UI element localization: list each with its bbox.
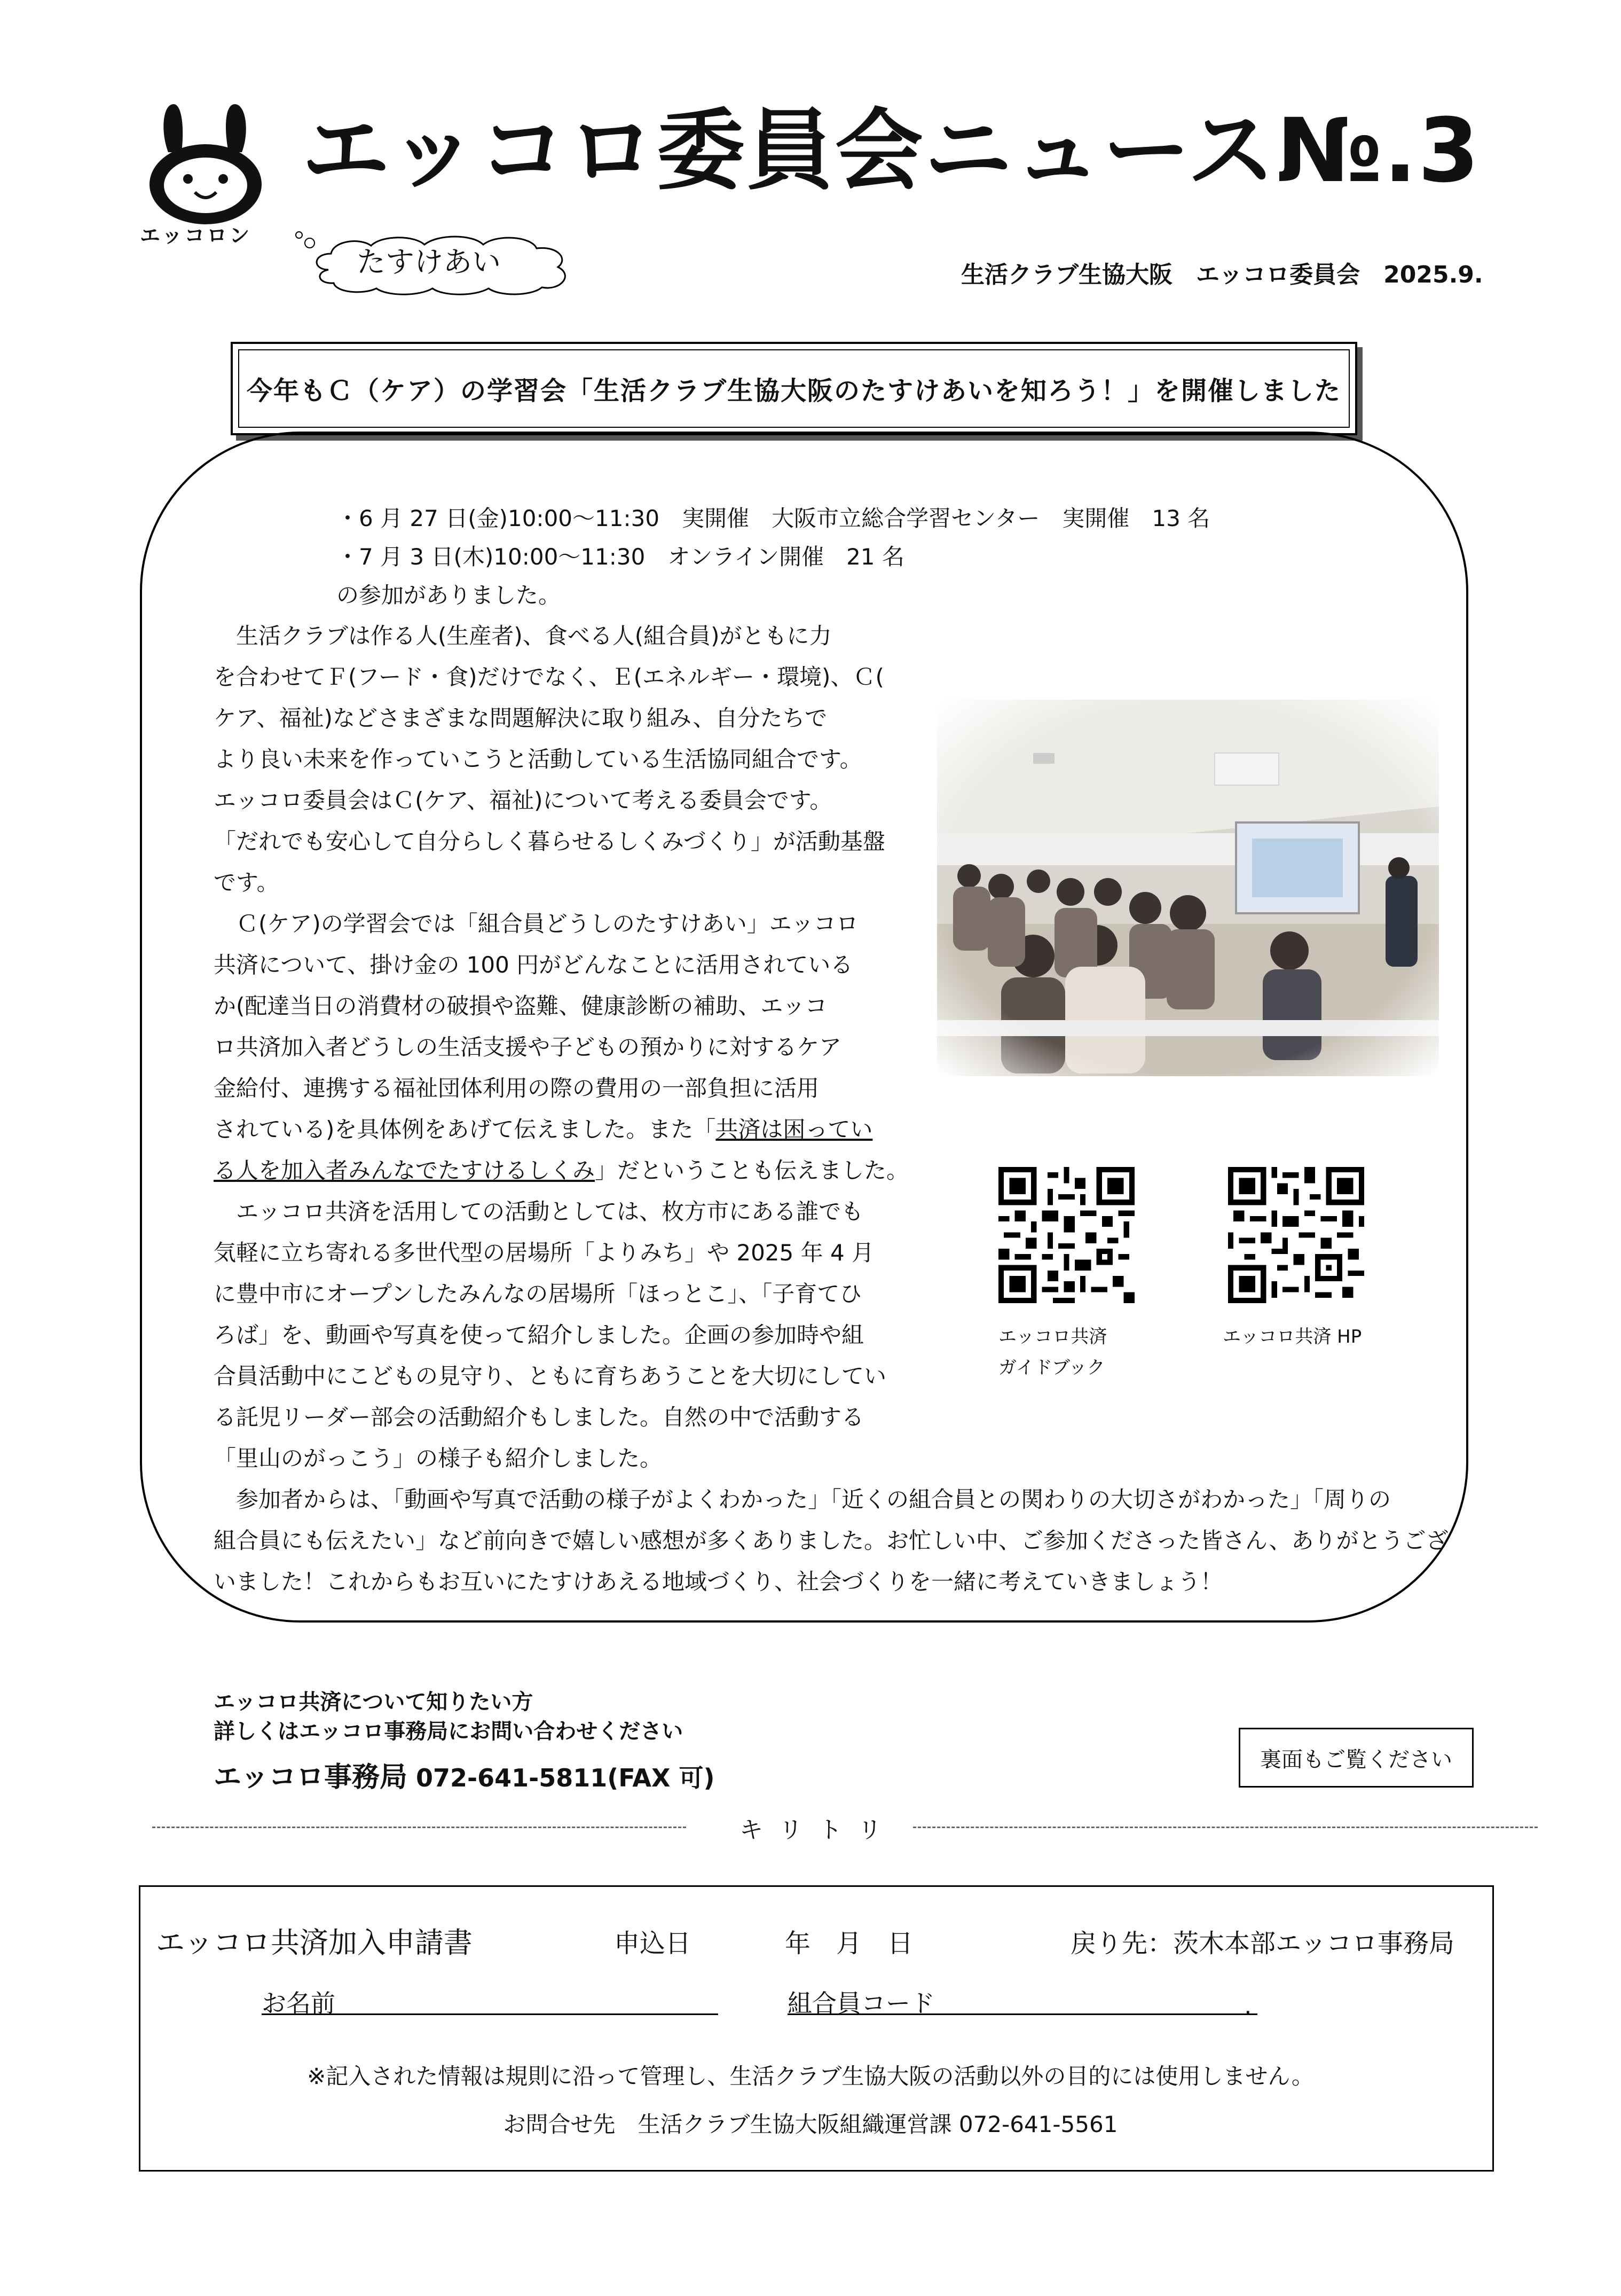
article-text: されている)を具体例をあげて伝えました。また「 [214, 1116, 716, 1142]
name-field[interactable] [262, 2013, 718, 2015]
article-line: る託児リーダー部会の活動紹介もしました。自然の中で活動する [214, 1404, 864, 1430]
article-line: いました！これからもお互いにたすけあえる地域づくり、社会づくりを一緒に考えていきましょう！ [214, 1569, 1223, 1595]
article-line [214, 1159, 909, 1182]
logo-caption: エッコロン [140, 224, 252, 247]
seminar-photo [937, 700, 1439, 1076]
article-line: か(配達当日の消費材の破損や盗難、健康診断の補助、エッコ [214, 993, 828, 1019]
article-line: 金給付、連携する福祉団体利用の際の費用の一部負担に活用 [214, 1075, 820, 1101]
underlined-phrase: る人を加入者みんなでたすけるしくみ [214, 1157, 595, 1184]
qr-label-line: エッコロ共済 [998, 1326, 1107, 1347]
article-line [214, 1118, 872, 1141]
session-1: ・6 月 27 日(金)10:00～11:30 実開催 大阪市立総合学習センター 実開催 13 名 [336, 505, 1210, 531]
article-line: ケア、福祉)などさまざまな問題解決に取り組み、自分たちで [214, 705, 828, 731]
homepage-qr-code [1228, 1167, 1364, 1303]
office-contact [214, 1754, 715, 1795]
qr-label-line: ガイドブック [998, 1357, 1105, 1378]
article-line: ろば」を、動画や写真を使って紹介しました。企画の参加時や組 [214, 1322, 864, 1348]
headline-text: 今年もＣ（ケア）の学習会「生活クラブ生協大阪のたすけあいを知ろう！」を開催しました [238, 349, 1350, 428]
article-line: 「里山のがっこう」の様子も紹介しました。 [214, 1445, 663, 1471]
article-text: 」だということも伝えました。 [595, 1157, 909, 1184]
cut-label: キリトリ [739, 1816, 898, 1844]
guidebook-qr-code [998, 1167, 1135, 1303]
member-code-dot: . [1244, 1991, 1252, 2020]
contact-instruction: 詳しくはエッコロ事務局にお問い合わせください [214, 1719, 683, 1744]
article-line: を合わせてＦ(フード・食)だけでなく、Ｅ(エネルギー・環境)、Ｃ( [214, 664, 884, 690]
newsletter-title: エッコロ委員会ニュース№.3 [302, 99, 1481, 202]
article-line: ロ共済加入者どうしの生活支援や子どもの預かりに対するケア [214, 1034, 842, 1060]
article-line: 参加者からは、「動画や写真で活動の様子がよくわかった」「近くの組合員との関わりの大切さがわかった」「周りの [214, 1486, 1391, 1513]
cut-line-left [152, 1827, 686, 1828]
application-date-label: 申込日 [614, 1929, 691, 1958]
cut-line-right [913, 1827, 1538, 1828]
article-line: 気軽に立ち寄れる多世代型の居場所「よりみち」や 2025 年 4 月 [214, 1240, 875, 1266]
headline-box [231, 342, 1357, 435]
contact-intro: エッコロ共済について知りたい方 [214, 1690, 533, 1714]
session-summary: の参加がありました。 [336, 582, 561, 608]
article-line: Ｃ(ケア)の学習会では「組合員どうしのたすけあい」エッコロ [214, 911, 859, 937]
article-line: エッコロ共済を活用しての活動としては、枚方市にある誰でも [214, 1198, 864, 1225]
office-phone: 072-641-5811(FAX 可) [407, 1764, 715, 1792]
article-line: より良い未来を作っていこうと活動している生活協同組合です。 [214, 746, 862, 772]
privacy-note: ※記入された情報は規則に沿って管理し、生活クラブ生協大阪の活動以外の目的には使用しません。 [307, 2063, 1314, 2089]
guidebook-qr-label [998, 1322, 1107, 1384]
article-line: 生活クラブは作る人(生産者)、食べる人(組合員)がともに力 [214, 623, 832, 649]
article-line: エッコロ委員会はＣ(ケア、福祉)について考える委員会です。 [214, 787, 832, 813]
article-line: です。 [214, 869, 279, 896]
see-back-notice: 裏面もご覧ください [1239, 1728, 1474, 1788]
article-line: 共済について、掛け金の 100 円がどんなことに活用されている [214, 952, 853, 978]
office-name: エッコロ事務局 [214, 1761, 407, 1793]
date-fields[interactable]: 年 月 日 [785, 1929, 914, 1958]
underlined-phrase: 共済は困ってい [715, 1116, 873, 1142]
tagline: たすけあい [357, 245, 501, 279]
inquiry-contact: お問合せ先 生活クラブ生協大阪組織運営課 072-641-5561 [503, 2111, 1118, 2137]
return-address: 戻り先：茨木本部エッコロ事務局 [1071, 1929, 1455, 1958]
member-code-field[interactable] [788, 2013, 1257, 2015]
rabbit-mascot-logo [144, 99, 267, 227]
member-code-label: 組合員コード [788, 1989, 935, 2018]
article-line: 組合員にも伝えたい」など前向きで嬉しい感想が多くありました。お忙しい中、ご参加くださった皆さん、ありがとうござ [214, 1527, 1449, 1554]
article-line: 「だれでも安心して自分らしく暮らせるしくみづくり」が活動基盤 [214, 828, 885, 855]
session-2: ・7 月 3 日(木)10:00～11:30 オンライン開催 21 名 [336, 544, 904, 570]
article-line: に豊中市にオープンしたみんなの居場所「ほっとこ」、「子育てひ [214, 1281, 862, 1307]
article-line: 合員活動中にこどもの見守り、ともに育ちあうことを大切にしてい [214, 1363, 887, 1389]
homepage-qr-label: エッコロ共済 HP [1223, 1326, 1362, 1347]
name-label: お名前 [262, 1989, 335, 2018]
form-title: エッコロ共済加入申請書 [156, 1926, 473, 1960]
organization-date: 生活クラブ生協大阪 エッコロ委員会 2025.9. [961, 261, 1483, 288]
